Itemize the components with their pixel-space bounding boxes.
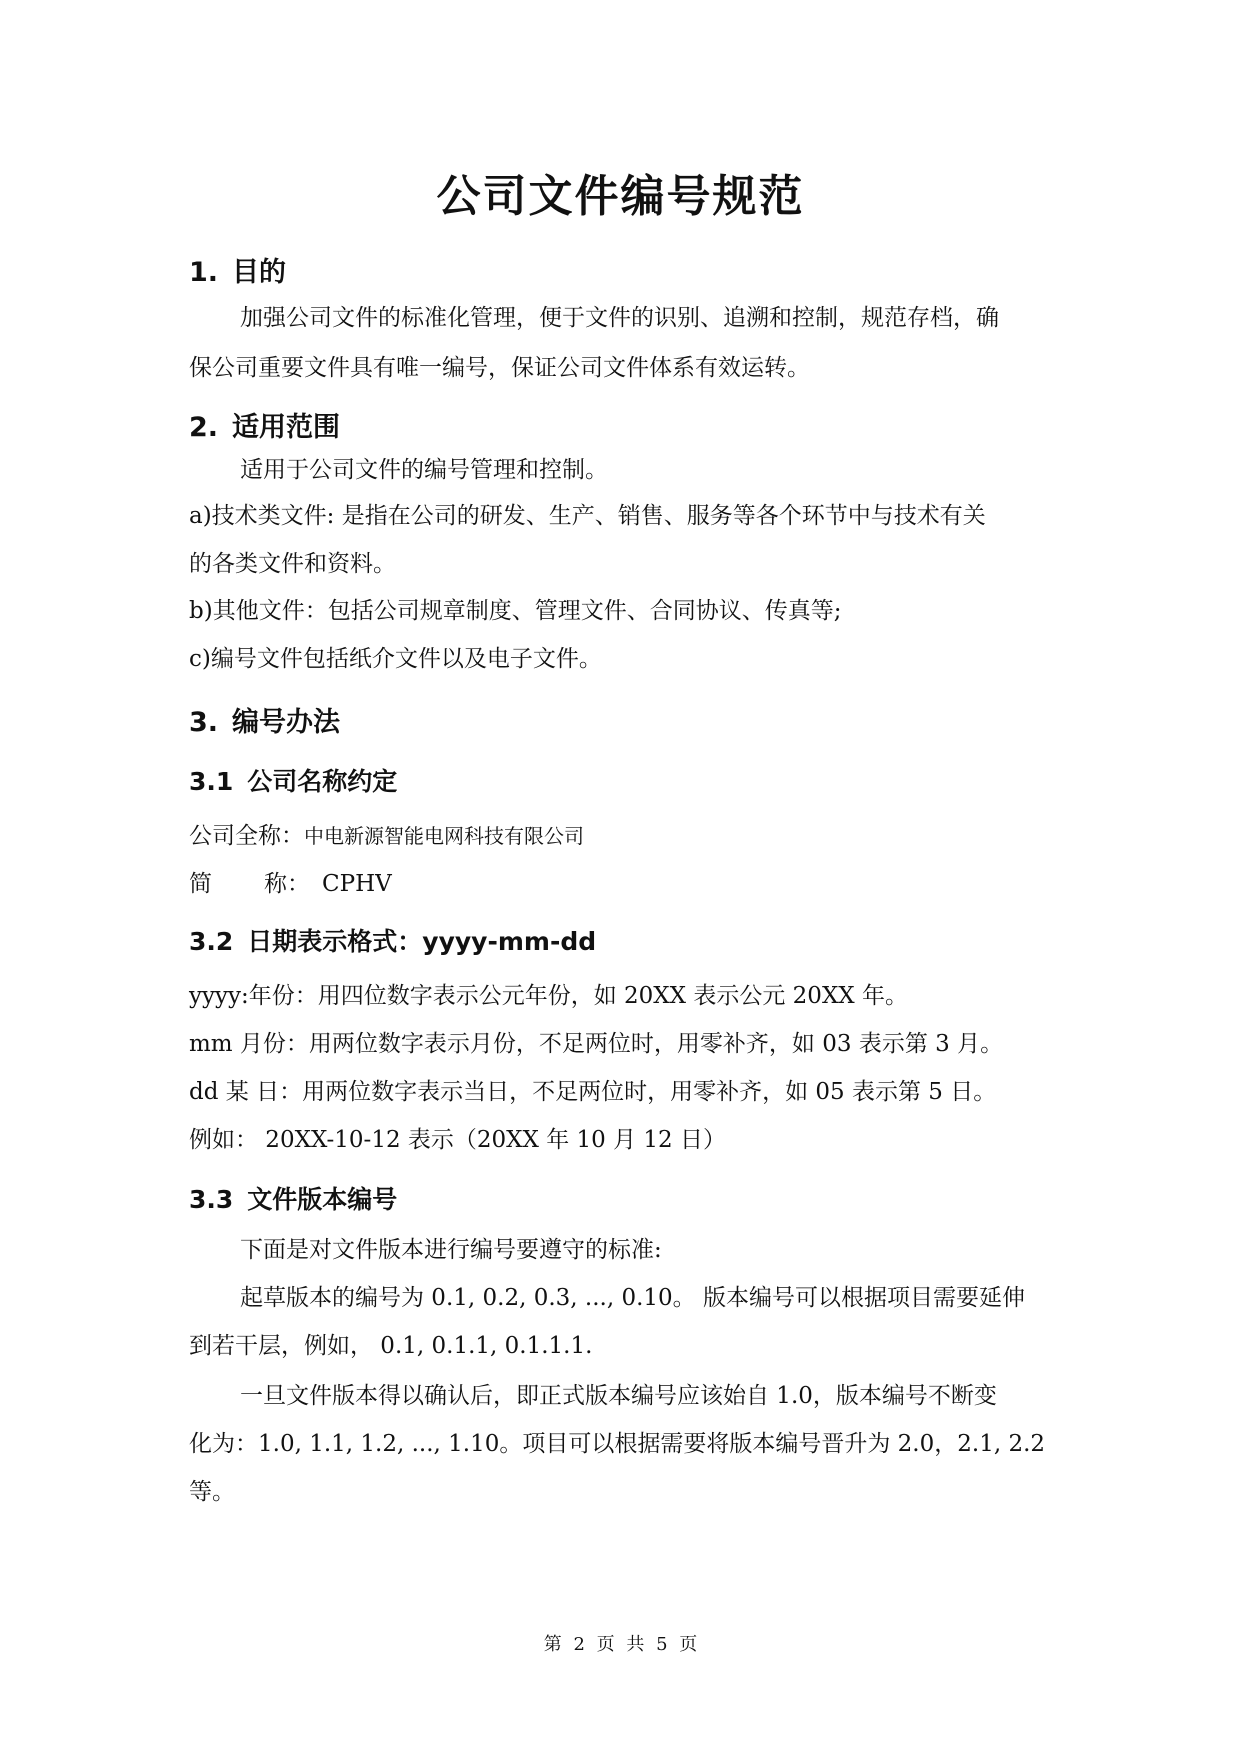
paragraph: 下面是对文件版本进行编号要遵守的标准: [240,1237,662,1263]
company-short-name [189,860,1059,908]
company-full-name [189,812,1059,860]
list-item: c)编号文件包括纸介文件以及电子文件。 [189,646,602,672]
paragraph: 到若干层，例如， 0.1, 0.1.1, 0.1.1.1. [189,1333,593,1359]
field-value: CPHV [322,871,392,897]
section-title: 编号办法 [232,707,341,738]
section-title: 日期表示格式：yyyy-mm-dd [247,927,597,956]
section-number: 1. [189,257,219,288]
paragraph: 起草版本的编号为 0.1, 0.2, 0.3, ..., 0.10。 版本编号可以根据项目需要延伸 [240,1285,1025,1311]
paragraph: 加强公司文件的标准化管理，便于文件的识别、追溯和控制，规范存档，确 [240,305,999,331]
field-label: 简 [189,871,212,897]
subsection-3-1-heading [189,762,397,798]
paragraph: 适用于公司文件的编号管理和控制。 [240,457,608,483]
section-number: 3.1 [189,767,234,796]
section-3-heading [189,700,340,739]
field-label: 公司全称： [189,823,304,849]
paragraph: 化为：1.0, 1.1, 1.2, ..., 1.10。项目可以根据需要将版本编号晋升为 2.0，2.1, 2.2 [189,1431,1046,1457]
section-2-heading [189,405,340,444]
section-title: 适用范围 [232,412,341,443]
section-title: 文件版本编号 [247,1185,398,1214]
list-item: b)其他文件：包括公司规章制度、管理文件、合同协议、传真等; [189,598,842,624]
section-title: 目的 [232,257,287,288]
page-footer: 第 2 页 共 5 页 [543,1634,698,1655]
document-title: 公司文件编号规范 [436,171,805,222]
field-value: 中电新源智能电网科技有限公司 [304,824,584,848]
field-label: 称： [264,871,310,897]
list-item-continued: 的各类文件和资料。 [189,551,396,577]
list-item: a)技术类文件: 是指在公司的研发、生产、销售、服务等各个环节中与技术有关 [189,503,986,529]
section-1-heading [189,250,286,289]
paragraph: 一旦文件版本得以确认后，即正式版本编号应该始自 1.0，版本编号不断变 [240,1383,997,1409]
section-number: 3.3 [189,1185,234,1214]
paragraph: 保公司重要文件具有唯一编号，保证公司文件体系有效运转。 [189,355,810,381]
date-format-example: 例如： 20XX-10-12 表示（20XX 年 10 月 12 日） [189,1127,726,1153]
date-format-day: dd 某 日：用两位数字表示当日，不足两位时，用零补齐，如 05 表示第 5 日。 [189,1079,997,1105]
subsection-3-2-heading [189,922,596,958]
paragraph: 等。 [189,1479,235,1505]
section-number: 2. [189,412,219,443]
date-format-month: mm 月份：用两位数字表示月份，不足两位时，用零补齐，如 03 表示第 3 月。 [189,1031,1004,1057]
section-number: 3.2 [189,927,234,956]
subsection-3-3-heading [189,1180,397,1216]
section-number: 3. [189,707,219,738]
section-title: 公司名称约定 [247,767,398,796]
date-format-year: yyyy:年份：用四位数字表示公元年份，如 20XX 表示公元 20XX 年。 [189,983,908,1009]
